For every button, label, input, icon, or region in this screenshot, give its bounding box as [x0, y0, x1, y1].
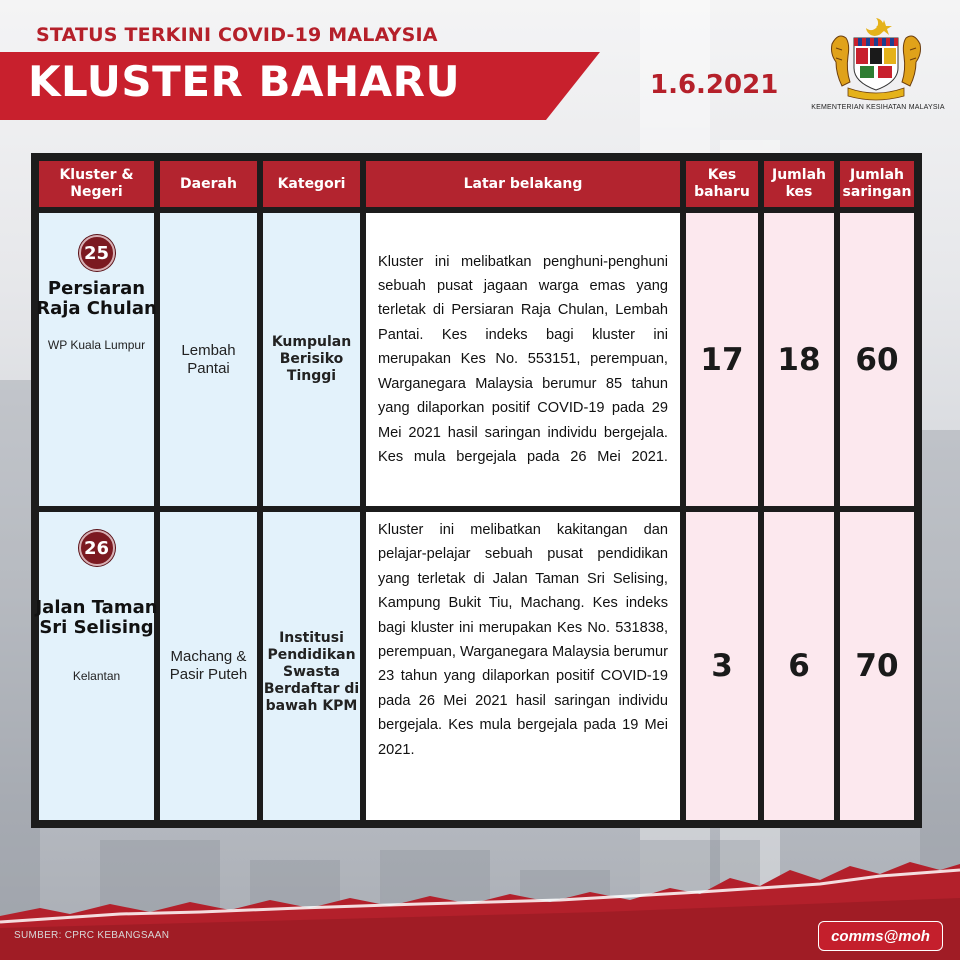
header-kategori: Kategori: [263, 161, 360, 207]
cluster-table: [31, 153, 922, 828]
header-kluster: [39, 161, 154, 207]
cluster-number-badge: 26: [79, 530, 115, 566]
header-latar-belakang: Latar belakang: [366, 161, 680, 207]
table-row-26-jumlah-saringan: [840, 512, 914, 820]
daerah-value: Lembah Pantai: [181, 341, 236, 377]
jumlah-saringan-value: 60: [855, 341, 899, 378]
kes-baharu-value: 3: [711, 648, 733, 684]
jumlah-kes-value: 18: [777, 341, 821, 378]
table-row-25-kluster: [36, 213, 157, 506]
latar-belakang-text: Kluster ini melibatkan kakitangan dan pelajar-pelajar sebuah pusat pendidikan yang terletak di Jalan Taman Sri Selising, Kampung Bukit Tiu, Machang. Kes indeks bagi kluster ini merupakan Kes No. 531838, perempuan, Warganegara Malaysia berumur 23 tahun yang dilaporkan positif COVID-19 pada 26 Mei 2021 hasil saringan individu bergejala. Kes mula bergejala pada 19 Mei 2021.: [378, 522, 668, 758]
kes-baharu-value: 17: [700, 341, 744, 378]
jumlah-kes-value: 6: [788, 648, 810, 684]
kategori-value: Institusi Pendidikan Swasta Berdaftar di bawah KPM: [263, 629, 360, 714]
ministry-name: KEMENTERIAN KESIHATAN MALAYSIA: [811, 104, 945, 111]
table-row-25-jumlah-saringan: [840, 213, 914, 506]
table-row-25-jumlah-kes: [764, 213, 834, 506]
header-jumlah-saringan-label: Jumlah saringan: [842, 167, 912, 200]
table-row-25-kes-baharu: [686, 213, 758, 506]
footer-tear-band: [0, 858, 960, 960]
table-row-26-kluster: [35, 512, 158, 820]
cluster-name: Jalan Taman Sri Selising: [35, 597, 158, 638]
report-date: 1.6.2021: [650, 70, 779, 100]
kategori-value: Kumpulan Berisiko Tinggi: [271, 334, 352, 384]
cluster-name: Persiaran Raja Chulan: [36, 278, 157, 319]
header-jumlah-saringan: [840, 161, 914, 207]
header-kes-baharu: [686, 161, 758, 207]
header-subtitle: STATUS TERKINI COVID-19 MALAYSIA: [36, 24, 438, 46]
coat-of-arms-icon: [826, 14, 926, 102]
table-row-26-jumlah-kes: [764, 512, 834, 820]
table-row-26-latar-belakang: [366, 512, 680, 820]
latar-belakang-text: Kluster ini melibatkan penghuni-penghuni sebuah pusat jagaan warga emas yang terletak di Persiaran Raja Chulan, Lembah Pantai. Kes indeks bagi kluster ini merupakan Kes No. 553151, perempuan, Warganegara Malaysia berumur 85 tahun yang dilaporkan positif COVID-19 pada 29 Mei 2021 hasil saringan individu bergejala. Kes mula bergejala pada 26 Mei 2021.: [378, 253, 668, 465]
header-kes-baharu-label: Kes baharu: [694, 167, 750, 200]
header-kluster-label: Kluster & Negeri: [59, 167, 134, 200]
header-jumlah-kes: [764, 161, 834, 207]
table-row-25-latar-belakang: [366, 213, 680, 506]
table-row-26-daerah: [160, 512, 257, 820]
table-row-25-kategori: [263, 213, 360, 506]
header-daerah: Daerah: [160, 161, 257, 207]
header-jumlah-kes-label: Jumlah kes: [772, 167, 826, 200]
table-row-26-kategori: [263, 512, 360, 820]
source-credit: SUMBER: CPRC KEBANGSAAN: [14, 930, 170, 941]
daerah-value: Machang & Pasir Puteh: [169, 648, 248, 683]
cluster-state: WP Kuala Lumpur: [47, 338, 146, 352]
page-title: KLUSTER BAHARU: [28, 57, 461, 106]
cluster-state: Kelantan: [72, 669, 121, 683]
comms-moh-badge: comms@moh: [818, 921, 943, 951]
table-row-25-daerah: [160, 213, 257, 506]
jumlah-saringan-value: 70: [855, 648, 899, 684]
table-row-26-kes-baharu: [686, 512, 758, 820]
cluster-number-badge: 25: [79, 235, 115, 271]
